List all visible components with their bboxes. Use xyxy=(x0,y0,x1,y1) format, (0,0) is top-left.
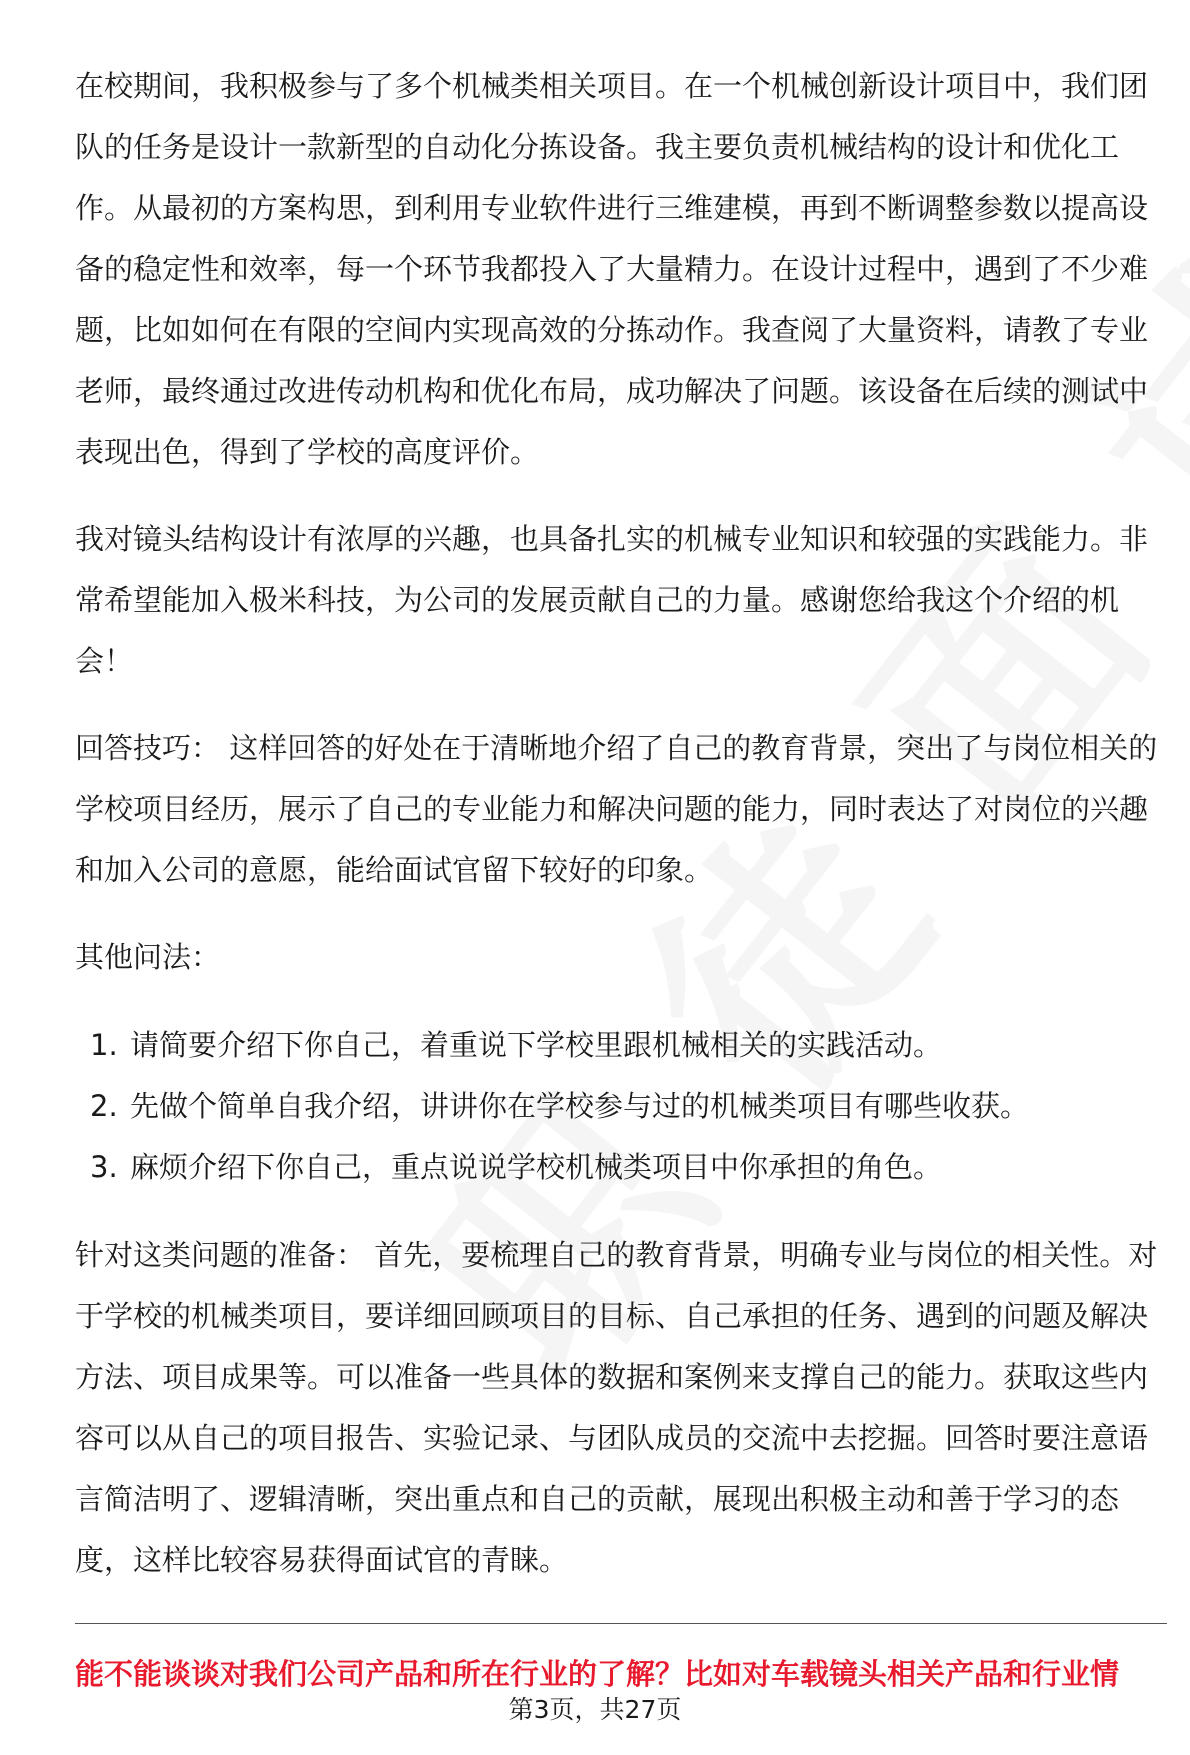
other-questions-list xyxy=(75,1015,1170,1198)
paragraph-preparation: 针对这类问题的准备： 首先，要梳理自己的教育背景，明确专业与岗位的相关性。对于学校的机械类项目，要详细回顾项目的目标、自己承担的任务、遇到的问题及解决方法、项目成果等。可以准备一些具体的数据和案例来支撑自己的能力。获取这些内容可以从自己的项目报告、实验记录、与团队成员的交流中去挖掘。回答时要注意语言简洁明了、逻辑清晰，突出重点和自己的贡献，展现出积极主动和善于学习的态度，这样比较容易获得面试官的青睐。 xyxy=(75,1238,1158,1577)
next-question-heading: 能不能谈谈对我们公司产品和所在行业的了解？比如对车载镜头相关产品和行业情 xyxy=(75,1657,1120,1691)
page-content xyxy=(75,56,1170,1591)
list-item-text: 麻烦介绍下你自己，重点说说学校机械类项目中你承担的角色。 xyxy=(130,1150,943,1184)
paragraph-school-project: 在校期间，我积极参与了多个机械类相关项目。在一个机械创新设计项目中，我们团队的任务是设计一款新型的自动化分拣设备。我主要负责机械结构的设计和优化工作。从最初的方案构思，到利用专业软件进行三维建模，再到不断调整参数以提高设备的稳定性和效率，每一个环节我都投入了大量精力。在设计过程中，遇到了不少难题，比如如何在有限的空间内实现高效的分拣动作。我查阅了大量资料，请教了专业老师，最终通过改进传动机构和优化布局，成功解决了问题。该设备在后续的测试中表现出色，得到了学校的高度评价。 xyxy=(75,69,1149,469)
paragraph-other-questions-label: 其他问法： xyxy=(75,940,221,974)
list-item-text: 请简要介绍下你自己，着重说下学校里跟机械相关的实践活动。 xyxy=(130,1028,943,1062)
list-item-number: 3. xyxy=(90,1150,118,1184)
list-item xyxy=(75,1137,1170,1198)
list-item-number: 1. xyxy=(90,1028,118,1062)
list-item-number: 2. xyxy=(90,1089,118,1123)
list-item-text: 先做个简单自我介绍，讲讲你在学校参与过的机械类项目有哪些收获。 xyxy=(130,1089,1030,1123)
section-divider xyxy=(75,1623,1167,1624)
page-number: 第3页，共27页 xyxy=(508,1695,682,1724)
list-item xyxy=(75,1015,1170,1076)
paragraph-answer-tips: 回答技巧： 这样回答的好处在于清晰地介绍了自己的教育背景，突出了与岗位相关的学校项目经历，展示了自己的专业能力和解决问题的能力，同时表达了对岗位的兴趣和加入公司的意愿，能给面试官留下较好的印象。 xyxy=(75,731,1158,887)
paragraph-interest: 我对镜头结构设计有浓厚的兴趣，也具备扎实的机械专业知识和较强的实践能力。非常希望能加入极米科技，为公司的发展贡献自己的力量。感谢您给我这个介绍的机会！ xyxy=(75,522,1149,678)
list-item xyxy=(75,1076,1170,1137)
